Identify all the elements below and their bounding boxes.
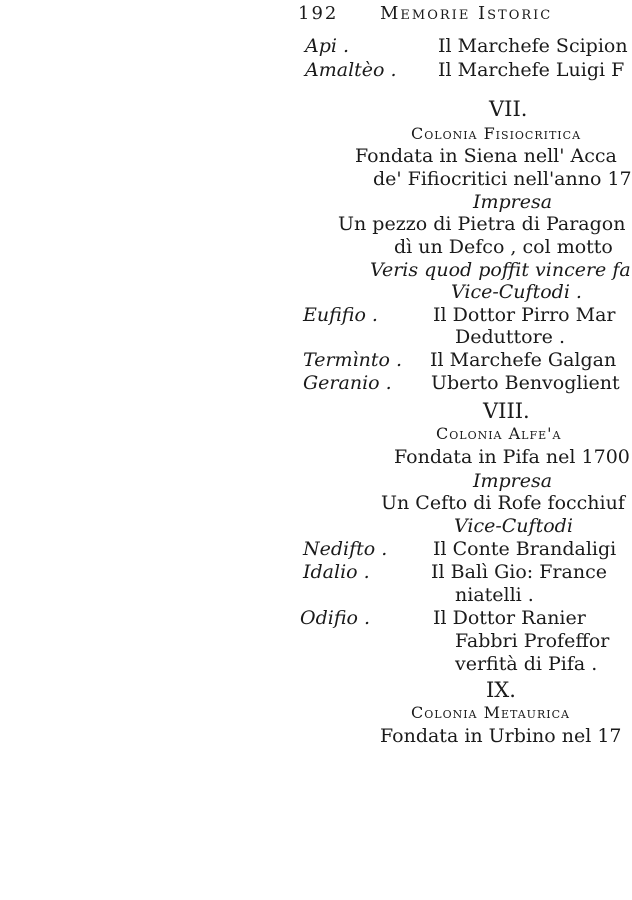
academic-name: Api . [305, 35, 350, 57]
academic-name: Odifio . [300, 607, 371, 629]
vice-custodi-label: Vice-Cuftodi [454, 515, 573, 537]
holder-name: Il Dottor Ranier [433, 607, 586, 629]
founding-line: Fondata in Siena nell' Acca [355, 145, 617, 167]
holder-name-cont: Fabbri Profeffor [455, 630, 610, 652]
section-numeral: IX. [486, 678, 516, 702]
academic-name: Amaltèo . [305, 59, 397, 81]
academic-name: Geranio . [303, 372, 392, 394]
colony-title: Colonia Fisiocritica [411, 124, 582, 143]
running-title: Memorie Istoric [380, 3, 553, 24]
holder-name: Uberto Benvoglient [431, 372, 620, 394]
holder-name: Il Marchefe Luigi F [438, 59, 625, 81]
impresa-line: Un Cefto di Rofe focchiuf [381, 492, 625, 514]
holder-name: Il Conte Brandaligi [433, 538, 617, 560]
holder-name-cont: niatelli . [455, 584, 534, 606]
impresa-line: dì un Defco , col motto [394, 236, 613, 258]
section-numeral: VII. [489, 97, 528, 121]
founding-line: de' Fifiocritici nell'anno 17 [373, 168, 632, 190]
colony-title: Colonia Alfe'a [436, 424, 562, 443]
holder-name: Il Balì Gio: France [431, 561, 607, 583]
section-numeral: VIII. [483, 399, 530, 423]
founding-line: Fondata in Pifa nel 1700 [394, 446, 630, 468]
impresa-label: Impresa [473, 191, 553, 213]
vice-custodi-label: Vice-Cuftodi . [451, 281, 582, 303]
academic-name: Eufifio . [303, 304, 378, 326]
academic-name: Nedifto . [303, 538, 388, 560]
holder-name: Il Dottor Pirro Mar [433, 304, 616, 326]
academic-name: Termìnto . [303, 349, 403, 371]
academic-name: Idalio . [303, 561, 370, 583]
holder-name: Il Marchefe Scipion [438, 35, 628, 57]
holder-name-cont: verfità di Pifa . [455, 653, 598, 675]
page-number: 192 [298, 3, 339, 24]
impresa-line: Un pezzo di Pietra di Paragon [338, 213, 626, 235]
motto: Veris quod poffit vincere fa [370, 259, 631, 281]
holder-name: Il Marchefe Galgan [430, 349, 617, 371]
impresa-label: Impresa [473, 470, 553, 492]
holder-name-cont: Deduttore . [455, 326, 565, 348]
founding-line: Fondata in Urbino nel 17 [380, 725, 622, 747]
colony-title: Colonia Metaurica [411, 703, 570, 722]
